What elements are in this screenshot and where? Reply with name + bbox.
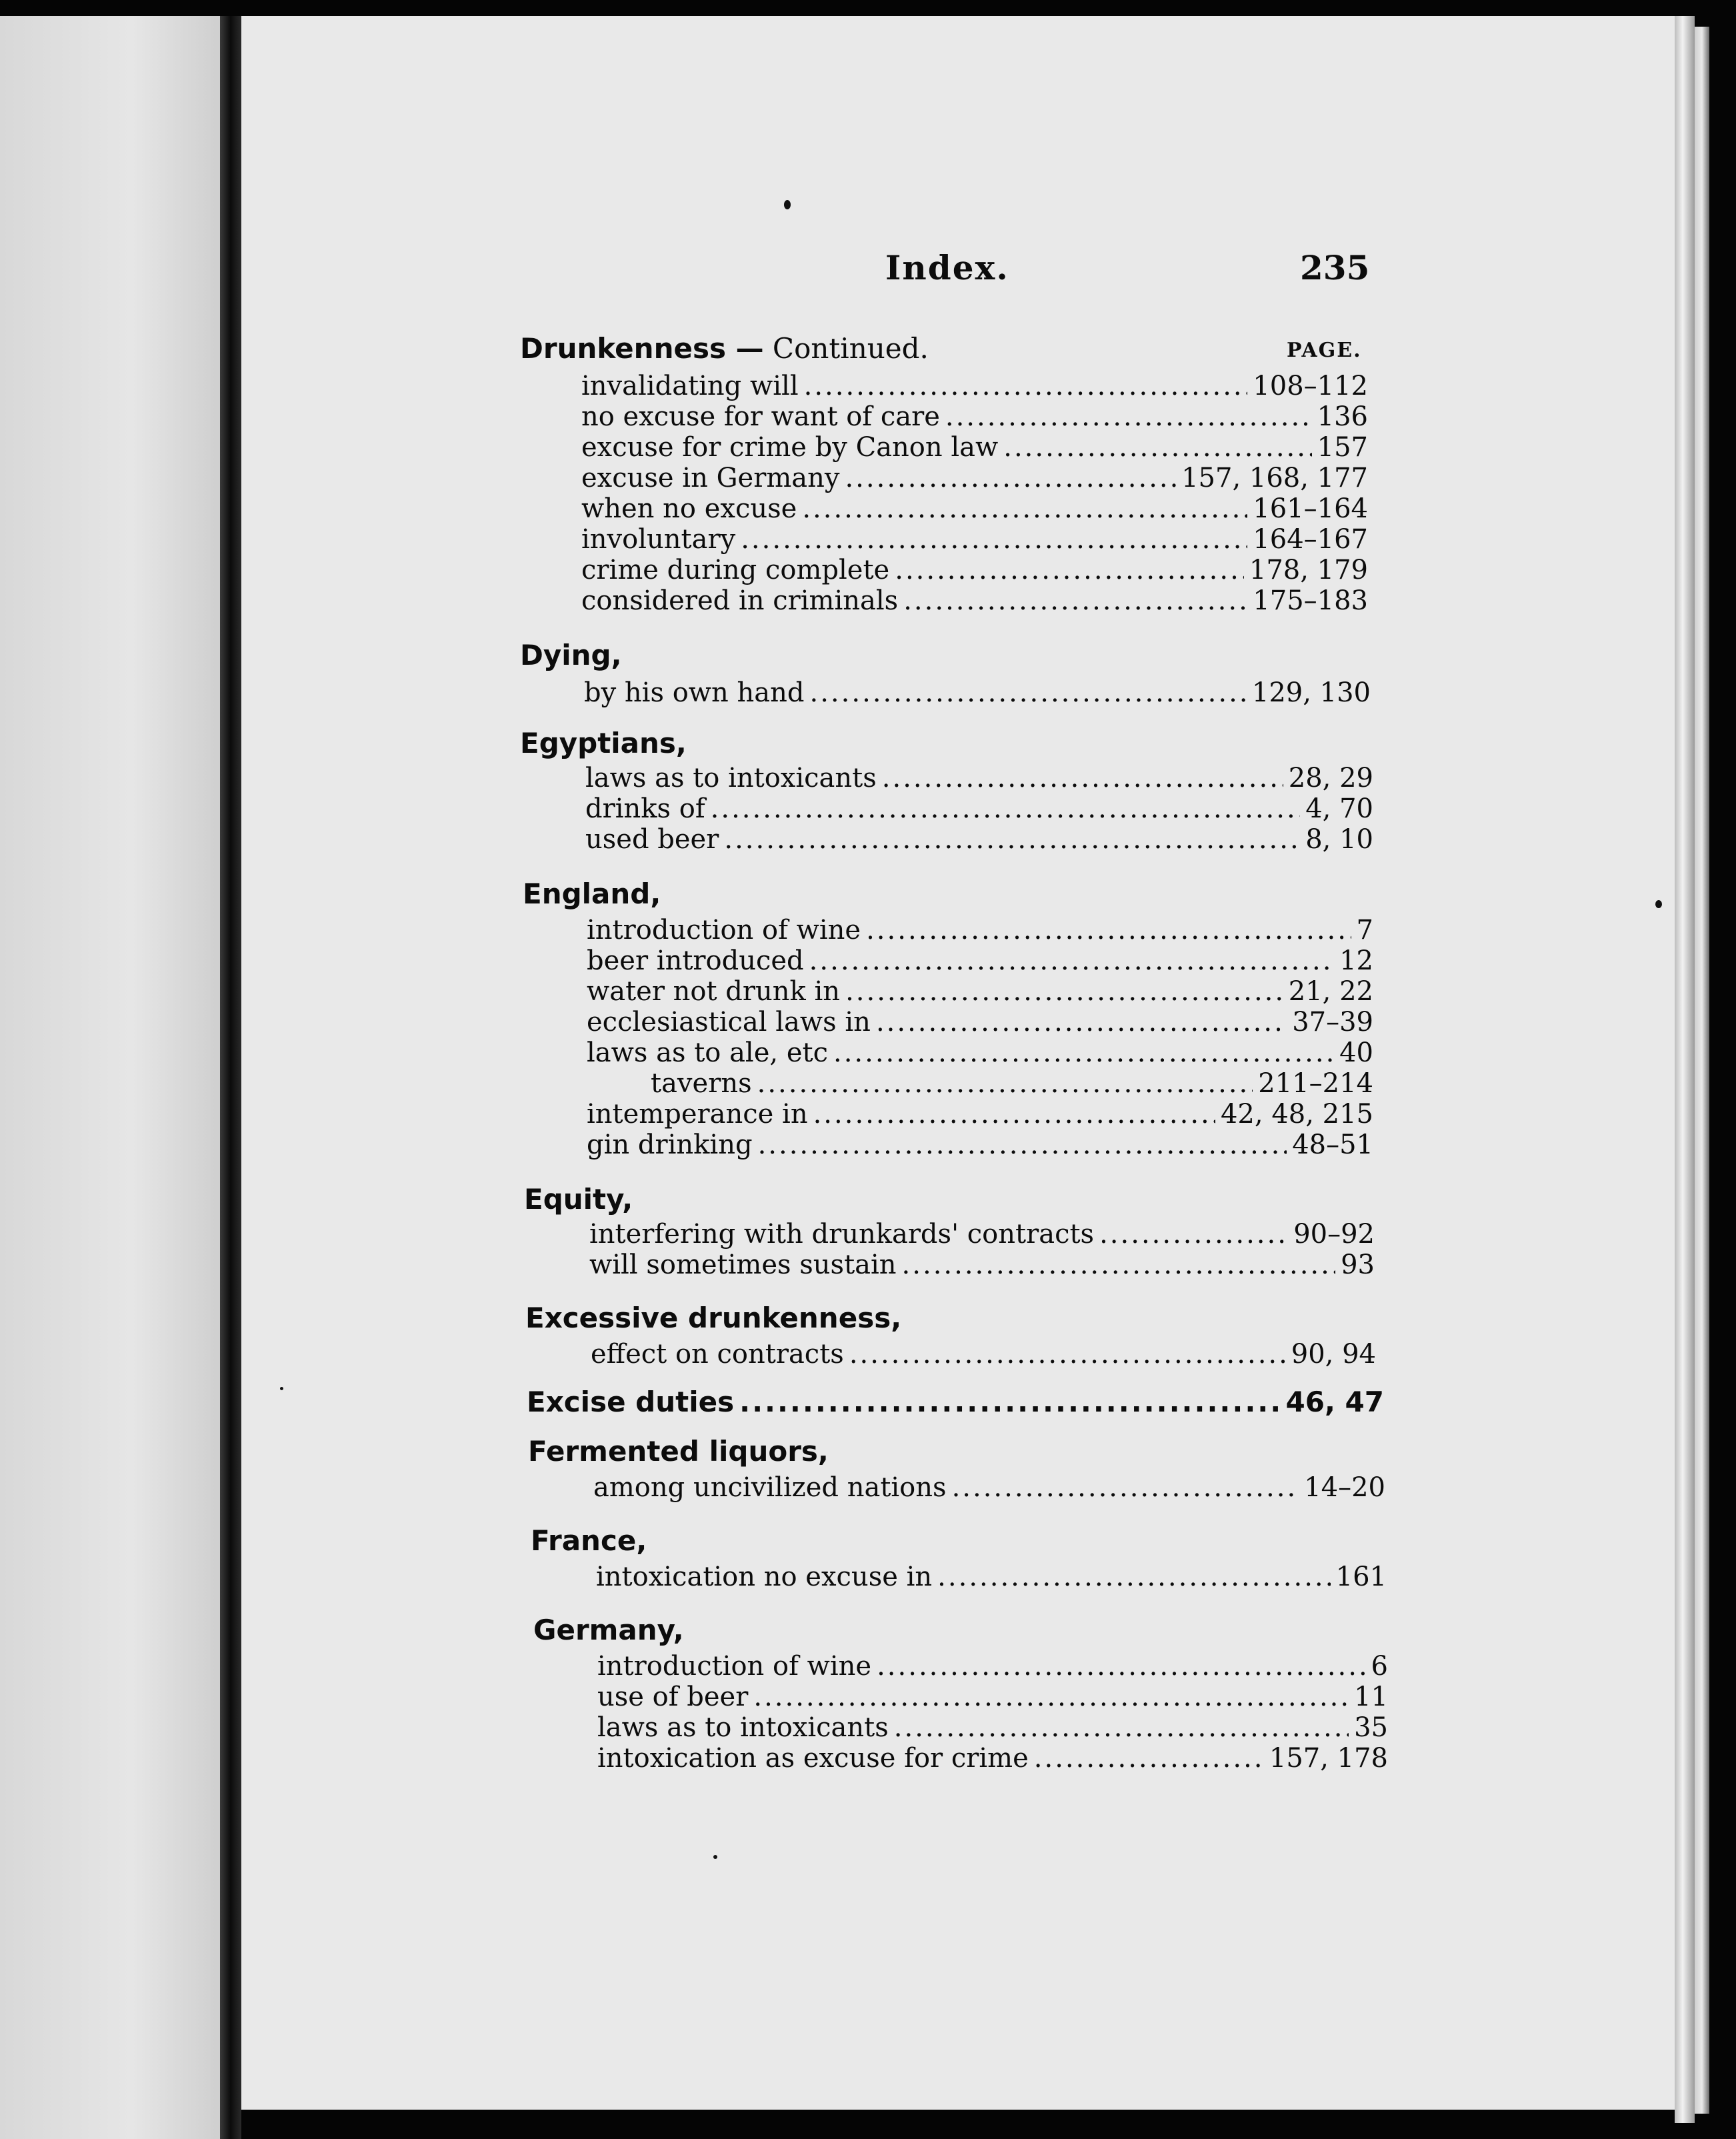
index-heading-germany: Germany, [533,1614,684,1646]
index-entry [587,1037,1373,1068]
leader-dots [833,1037,1334,1068]
index-entry [581,555,1368,585]
leader-dots [952,1472,1299,1503]
leader-dots [1003,432,1311,463]
index-heading-equity: Equity, [524,1183,633,1216]
entry-label: considered in criminals [581,585,899,616]
entry-label: introduction of wine [597,1651,872,1682]
entry-label: excuse for crime by Canon law [581,432,999,463]
entry-pages: 157 [1317,432,1368,463]
index-entry [581,493,1368,524]
entry-label: water not drunk in [587,976,841,1007]
book-gutter [220,16,241,2139]
index-entry [587,915,1373,945]
entry-label: intoxication as excuse for crime [597,1743,1029,1774]
leader-dots [724,824,1300,855]
leader-dots [809,945,1334,976]
leader-dots [937,1562,1330,1592]
leader-dots [711,793,1301,824]
right-page-edge [1675,16,1695,2123]
index-entry [587,945,1373,976]
leader-dots [757,1068,1253,1099]
index-entry [581,371,1368,401]
leader-dots [845,463,1176,493]
entry-pages: 136 [1317,401,1368,432]
index-entry [651,1068,1373,1099]
entry-label: taverns [651,1068,752,1099]
entry-pages: 35 [1354,1712,1388,1743]
index-entry [581,524,1368,555]
leader-dots [739,1387,1280,1418]
index-heading-excessive-drunkenness: Excessive drunkenness, [525,1302,902,1334]
left-page-edge [0,16,220,2139]
entry-label: effect on contracts [591,1339,844,1370]
index-entry [587,976,1373,1007]
entry-label: laws as to intoxicants [585,763,877,793]
index-entry [589,1219,1375,1250]
entry-label: introduction of wine [587,915,861,945]
leader-dots [876,1007,1287,1037]
index-entry [581,432,1368,463]
leader-dots [813,1099,1215,1130]
index-entry [593,1472,1385,1503]
leader-dots [804,371,1248,401]
leader-dots [1099,1219,1288,1250]
entry-pages: 178, 179 [1249,555,1368,585]
right-page-edge-back [1695,27,1709,2114]
index-heading-drunkenness [520,332,1373,365]
entry-label: crime during complete [581,555,890,585]
entry-pages: 90–92 [1293,1219,1375,1250]
index-entry [584,677,1371,708]
index-entry [585,763,1373,793]
entry-pages: 14–20 [1304,1472,1385,1503]
leader-dots [945,401,1312,432]
leader-dots [849,1339,1286,1370]
entry-pages: 211–214 [1258,1068,1373,1099]
leader-dots [1034,1743,1264,1774]
entry-pages: 12 [1339,945,1373,976]
index-entry [596,1562,1387,1592]
entry-label: among uncivilized nations [593,1472,947,1503]
index-entry [581,401,1368,432]
index-entry [587,1130,1373,1160]
entry-pages: 8, 10 [1305,824,1373,855]
entry-label: when no excuse [581,493,797,524]
entry-label: Excise duties [527,1386,735,1418]
entry-label: gin drinking [587,1130,753,1160]
index-entry [587,1007,1373,1037]
leader-dots [758,1130,1287,1160]
entry-label: interfering with drunkards' contracts [589,1219,1095,1250]
leader-dots [902,1250,1336,1280]
index-heading-dying: Dying, [520,639,622,671]
entry-label: drinks of [585,793,705,824]
entry-pages: 108–112 [1253,371,1368,401]
entry-pages: 157, 178 [1269,1743,1388,1774]
ink-speck [713,1855,717,1859]
leader-dots [882,763,1283,793]
entry-pages: 42, 48, 215 [1220,1099,1373,1130]
entry-pages: 6 [1371,1651,1388,1682]
entry-label: intoxication no excuse in [596,1562,933,1592]
index-heading-excise-duties [527,1387,1384,1418]
index-entry [589,1250,1375,1280]
index-heading-text: Drunkenness — [520,332,764,365]
leader-dots [802,493,1247,524]
entry-pages: 7 [1356,915,1373,945]
entry-pages: 129, 130 [1251,677,1371,708]
entry-pages: 21, 22 [1288,976,1373,1007]
index-entry [597,1651,1388,1682]
page-number: 235 [1300,248,1370,287]
entry-pages: 48–51 [1292,1130,1373,1160]
entry-label: intemperance in [587,1099,808,1130]
entry-pages: 157, 168, 177 [1181,463,1368,493]
leader-dots [753,1682,1349,1712]
entry-pages: 164–167 [1253,524,1368,555]
entry-label: used beer [585,824,719,855]
index-heading-egyptians: Egyptians, [520,727,687,759]
entry-pages: 161–164 [1253,493,1368,524]
entry-pages: 37–39 [1292,1007,1373,1037]
index-entry [581,463,1368,493]
leader-dots [877,1651,1365,1682]
ink-speck [280,1387,283,1390]
entry-label: laws as to ale, etc [587,1037,828,1068]
entry-pages: 161 [1335,1562,1387,1592]
index-entry [597,1743,1388,1774]
index-entry [585,793,1373,824]
ink-speck [1655,900,1662,908]
entry-label: involuntary [581,524,736,555]
index-entry [587,1099,1373,1130]
entry-pages: 28, 29 [1288,763,1373,793]
leader-dots [810,677,1247,708]
page-title: Index. [885,248,1009,287]
entry-pages: 4, 70 [1305,793,1373,824]
index-heading-france: France, [531,1524,647,1557]
leader-dots [895,555,1244,585]
index-entry [597,1682,1388,1712]
entry-label: ecclesiastical laws in [587,1007,871,1037]
index-heading-england: England, [523,877,661,910]
entry-label: will sometimes sustain [589,1250,897,1280]
entry-pages: 90, 94 [1291,1339,1376,1370]
leader-dots [845,976,1283,1007]
entry-pages: 175–183 [1253,585,1368,616]
entry-label: beer introduced [587,945,804,976]
index-entry [581,585,1368,616]
entry-label: invalidating will [581,371,799,401]
entry-pages: 40 [1339,1037,1373,1068]
entry-label: laws as to intoxicants [597,1712,889,1743]
index-entry [585,824,1373,855]
ink-speck [784,200,791,209]
entry-pages: 46, 47 [1285,1386,1384,1418]
page-column-label: PAGE. [1287,339,1362,362]
entry-pages: 11 [1354,1682,1388,1712]
leader-dots [894,1712,1349,1743]
index-entry [597,1712,1388,1743]
index-entry [591,1339,1376,1370]
entry-label: excuse in Germany [581,463,840,493]
entry-pages: 93 [1341,1250,1375,1280]
entry-label: use of beer [597,1682,749,1712]
leader-dots [741,524,1247,555]
index-heading-fermented-liquors: Fermented liquors, [528,1435,829,1468]
leader-dots [866,915,1351,945]
index-heading-suffix: Continued. [763,332,929,365]
entry-label: by his own hand [584,677,805,708]
entry-label: no excuse for want of care [581,401,940,432]
leader-dots [903,585,1247,616]
